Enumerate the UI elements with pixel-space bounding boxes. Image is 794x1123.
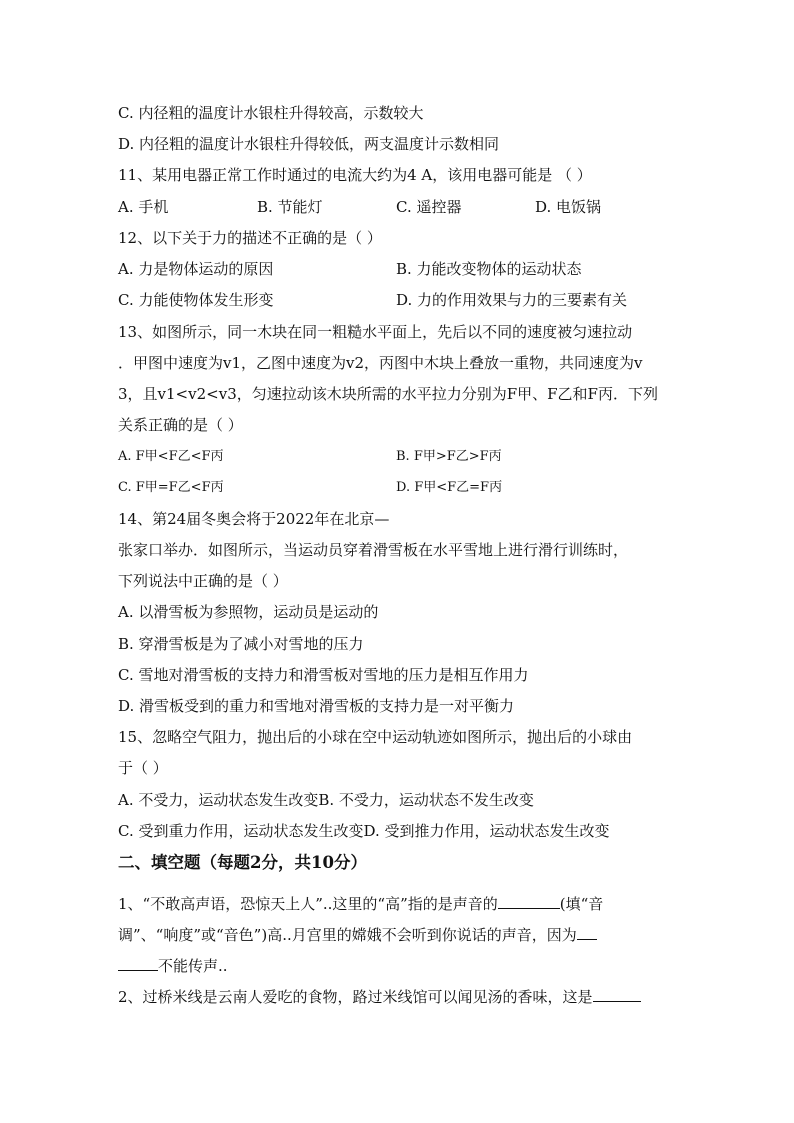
q14-option-d: D. 滑雪板受到的重力和雪地对滑雪板的支持力是一对平衡力 bbox=[118, 697, 515, 715]
question-11: 11、某用电器正常工作时通过的电流大约为4 A，该用电器可能是 （ ） bbox=[118, 166, 592, 184]
q14-option-c: C. 雪地对滑雪板的支持力和滑雪板对雪地的压力是相互作用力 bbox=[118, 666, 529, 684]
q12-option-a: A. 力是物体运动的原因 bbox=[118, 260, 274, 278]
question-13-line-2: ．甲图中速度为v1，乙图中速度为v2，丙图中木块上叠放一重物，共同速度为v bbox=[118, 354, 643, 372]
question-14-line-1: 14、第24届冬奥会将于2022年在北京— bbox=[118, 510, 390, 528]
q10-option-d: D. 内径粗的温度计水银柱升得较低，两支温度计示数相同 bbox=[118, 135, 500, 153]
question-15-line-1: 15、忽略空气阻力，抛出后的小球在空中运动轨迹如图所示，抛出后的小球由 bbox=[118, 728, 633, 746]
q11-option-b: B. 节能灯 bbox=[257, 198, 323, 216]
q12-option-d: D. 力的作用效果与力的三要素有关 bbox=[396, 291, 628, 309]
question-13-line-4: 关系正确的是（ ） bbox=[118, 416, 243, 434]
fill-2-text-a: 2、过桥米线是云南人爱吃的食物，路过米线馆可以闻见汤的香味，这是 bbox=[118, 988, 593, 1006]
q11-options bbox=[118, 197, 601, 217]
fill-1-text-b: (填“音 bbox=[559, 895, 604, 913]
question-12: 12、以下关于力的描述不正确的是（ ） bbox=[118, 229, 382, 247]
question-15-line-2: 于（ ） bbox=[118, 759, 168, 777]
q12-option-b: B. 力能改变物体的运动状态 bbox=[396, 260, 582, 278]
question-13-line-3: 3，且v1<v2<v3，匀速拉动该木块所需的水平拉力分别为F甲、F乙和F丙．下列 bbox=[118, 385, 658, 403]
q11-option-c: C. 遥控器 bbox=[396, 198, 462, 216]
q15-options-cd: C. 受到重力作用，运动状态发生改变D. 受到推力作用，运动状态发生改变 bbox=[118, 822, 610, 840]
q14-option-a: A. 以滑雪板为参照物，运动员是运动的 bbox=[118, 603, 379, 621]
answer-blank[interactable] bbox=[577, 925, 597, 940]
answer-blank[interactable] bbox=[498, 894, 560, 909]
fill-1-text-d: 不能传声.. bbox=[158, 957, 228, 975]
q14-option-b: B. 穿滑雪板是为了减小对雪地的压力 bbox=[118, 635, 364, 653]
question-14-line-2: 张家口举办．如图所示，当运动员穿着滑雪板在水平雪地上进行滑行训练时， bbox=[118, 541, 629, 559]
fill-1-line-3 bbox=[118, 956, 228, 976]
answer-blank[interactable] bbox=[118, 956, 158, 971]
q13-option-c: C. F甲=F乙<F丙 bbox=[118, 480, 224, 495]
fill-2-line-1 bbox=[118, 987, 641, 1007]
section-heading-fill-in: 二、填空题（每题2分，共10分） bbox=[118, 853, 367, 872]
fill-1-line-1 bbox=[118, 894, 603, 914]
q12-option-c: C. 力能使物体发生形变 bbox=[118, 291, 274, 309]
q15-options-ab: A. 不受力，运动状态发生改变B. 不受力，运动状态不发生改变 bbox=[118, 791, 534, 809]
answer-blank[interactable] bbox=[593, 987, 641, 1002]
fill-1-line-2 bbox=[118, 925, 597, 945]
q13-option-b: B. F甲>F乙>F丙 bbox=[396, 449, 502, 464]
q13-option-a: A. F甲<F乙<F丙 bbox=[118, 449, 224, 464]
q10-option-c: C. 内径粗的温度计水银柱升得较高，示数较大 bbox=[118, 104, 424, 122]
fill-1-text-a: 1、“不敢高声语，恐惊天上人”..这里的“高”指的是声音的 bbox=[118, 895, 498, 913]
q13-option-d: D. F甲<F乙=F丙 bbox=[396, 480, 503, 495]
question-13-line-1: 13、如图所示，同一木块在同一粗糙水平面上，先后以不同的速度被匀速拉动 bbox=[118, 323, 633, 341]
fill-1-text-c: 调”、“响度”或“音色”)高..月宫里的嫦娥不会听到你说话的声音，因为 bbox=[118, 926, 577, 944]
question-14-line-3: 下列说法中正确的是（ ） bbox=[118, 572, 288, 590]
q11-option-d: D. 电饭锅 bbox=[535, 198, 602, 216]
q11-option-a: A. 手机 bbox=[118, 198, 169, 216]
